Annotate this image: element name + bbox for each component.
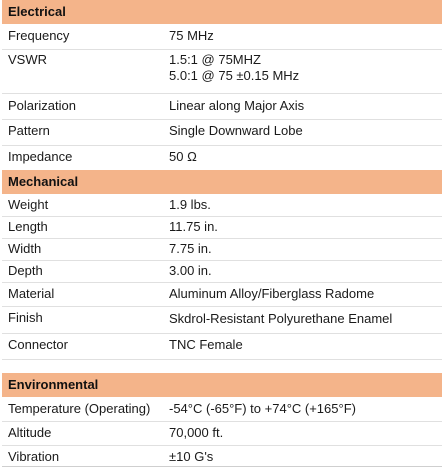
row-label-width: Width	[8, 241, 42, 256]
row-divider	[2, 421, 442, 422]
row-value-finish: Skdrol-Resistant Polyurethane Enamel	[169, 311, 393, 326]
row-label-finish: Finish	[8, 310, 43, 325]
spec-sheet	[2, 0, 442, 467]
row-divider	[2, 282, 442, 283]
row-value-vibration: ±10 G's	[169, 449, 214, 464]
row-divider	[2, 145, 442, 146]
row-value-altitude: 70,000 ft.	[169, 425, 224, 440]
row-label-depth: Depth	[8, 263, 43, 278]
section-header-electrical: Electrical	[2, 0, 442, 24]
row-divider	[2, 119, 442, 120]
row-divider	[2, 333, 442, 334]
row-value-connector: TNC Female	[169, 337, 243, 352]
row-value-length: 11.75 in.	[169, 219, 218, 234]
row-label-material: Material	[8, 286, 55, 301]
row-value-temperature: -54°C (-65°F) to +74°C (+165°F)	[169, 401, 356, 416]
row-label-length: Length	[8, 219, 48, 234]
row-value-impedance: 50 Ω	[169, 149, 197, 164]
row-value-vswr-line2: 5.0:1 @ 75 ±0.15 MHz	[169, 68, 300, 83]
row-divider	[2, 306, 442, 307]
row-label-vibration: Vibration	[8, 449, 60, 464]
row-label-impedance: Impedance	[8, 149, 73, 164]
row-label-vswr: VSWR	[8, 52, 47, 67]
row-label-connector: Connector	[8, 337, 68, 352]
row-divider	[2, 260, 442, 261]
row-value-material: Aluminum Alloy/Fiberglass Radome	[169, 286, 375, 301]
row-value-width: 7.75 in.	[169, 241, 212, 256]
row-divider	[2, 238, 442, 239]
row-divider	[2, 93, 442, 94]
row-value-vswr-line1: 1.5:1 @ 75MHZ	[169, 52, 261, 67]
row-divider	[2, 359, 442, 360]
row-label-temperature: Temperature (Operating)	[8, 401, 151, 416]
row-label-pattern: Pattern	[8, 123, 50, 138]
row-value-pattern: Single Downward Lobe	[169, 123, 303, 138]
row-divider	[2, 445, 442, 446]
section-header-environmental: Environmental	[2, 373, 442, 397]
row-label-altitude: Altitude	[8, 425, 52, 440]
row-label-polarization: Polarization	[8, 98, 76, 113]
row-value-depth: 3.00 in.	[169, 263, 212, 278]
row-divider	[2, 216, 442, 217]
section-header-mechanical: Mechanical	[2, 170, 442, 194]
row-value-polarization: Linear along Major Axis	[169, 98, 305, 113]
row-value-frequency: 75 MHz	[169, 28, 214, 43]
row-label-weight: Weight	[8, 197, 49, 212]
row-value-weight: 1.9 lbs.	[169, 197, 211, 212]
row-divider	[2, 49, 442, 50]
row-label-frequency: Frequency	[8, 28, 70, 43]
